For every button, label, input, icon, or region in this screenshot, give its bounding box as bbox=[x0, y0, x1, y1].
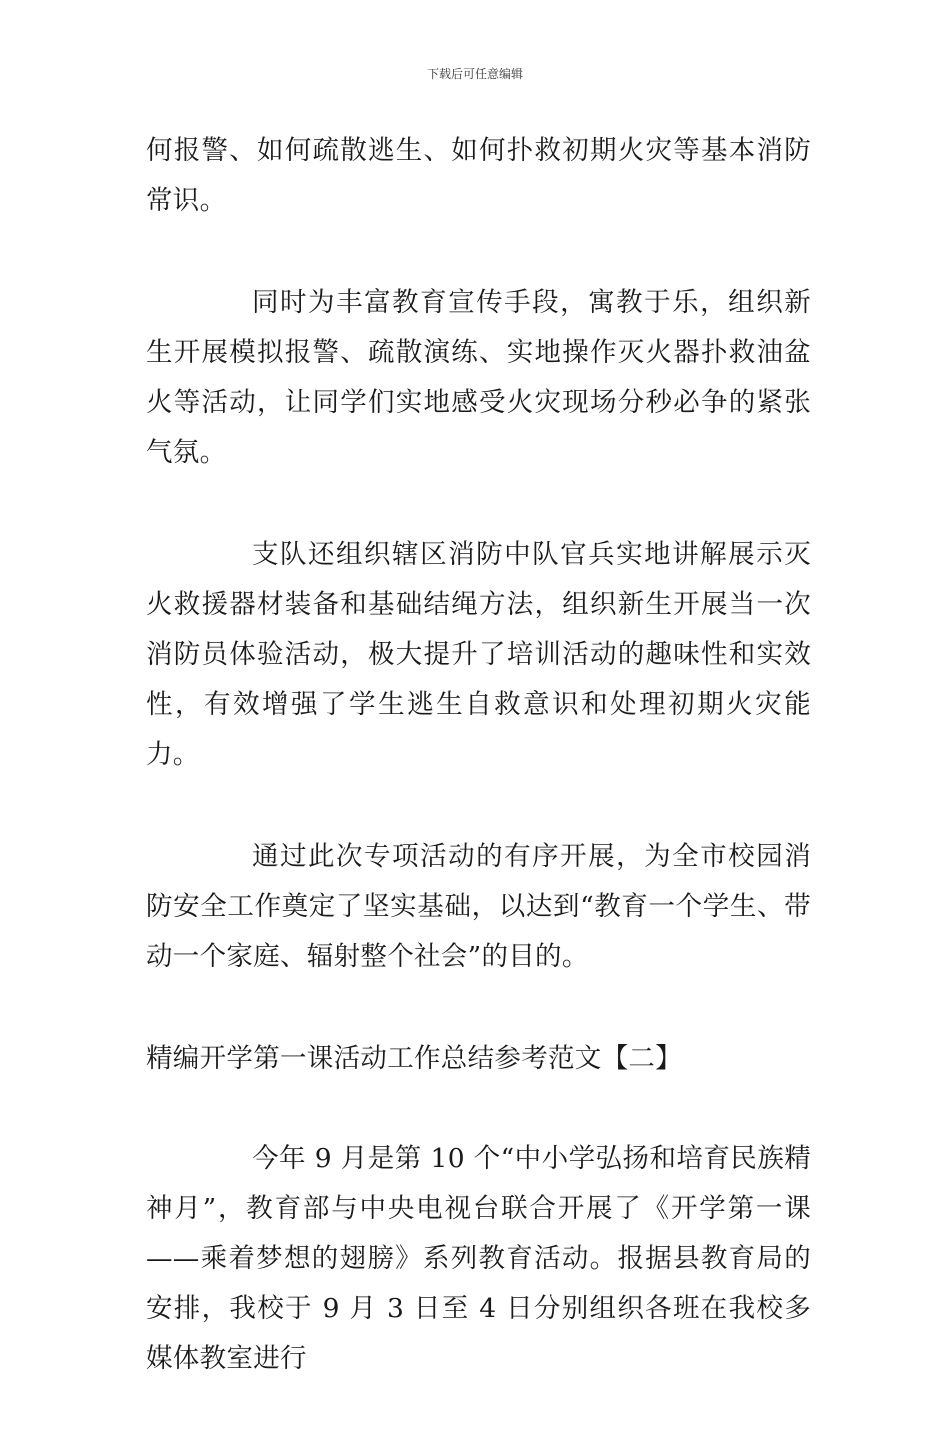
paragraph-2: 同时为丰富教育宣传手段，寓教于乐，组织新生开展模拟报警、疏散演练、实地操作灭火器扑救油盆火等活动，让同学们实地感受火灾现场分秒必争的紧张气氛。 bbox=[146, 287, 811, 468]
paragraph-3: 支队还组织辖区消防中队官兵实地讲解展示灭火救援器材装备和基础结绳方法，组织新生开展当一次消防员体验活动，极大提升了培训活动的趣味性和实效性，有效增强了学生逃生自救意识和处理初期火灾能力。 bbox=[146, 539, 811, 770]
page-header: 下载后可任意编辑 bbox=[426, 67, 523, 81]
document-body bbox=[146, 126, 811, 1436]
paragraph-4: 通过此次专项活动的有序开展，为全市校园消防安全工作奠定了坚实基础，以达到“教育一个学生、带动一个家庭、辐射整个社会”的目的。 bbox=[146, 841, 811, 972]
paragraph-5: 今年 9 月是第 10 个“中小学弘扬和培育民族精神月”，教育部与中央电视台联合开展了《开学第一课——乘着梦想的翅膀》系列教育活动。报据县教育局的安排，我校于 9 月 3 日至 4 日分别组织各班在我校多媒体教室进行 bbox=[146, 1143, 811, 1374]
section-heading: 精编开学第一课活动工作总结参考范文【二】 bbox=[146, 1043, 682, 1074]
paragraph-1: 何报警、如何疏散逃生、如何扑救初期火灾等基本消防常识。 bbox=[146, 135, 811, 216]
